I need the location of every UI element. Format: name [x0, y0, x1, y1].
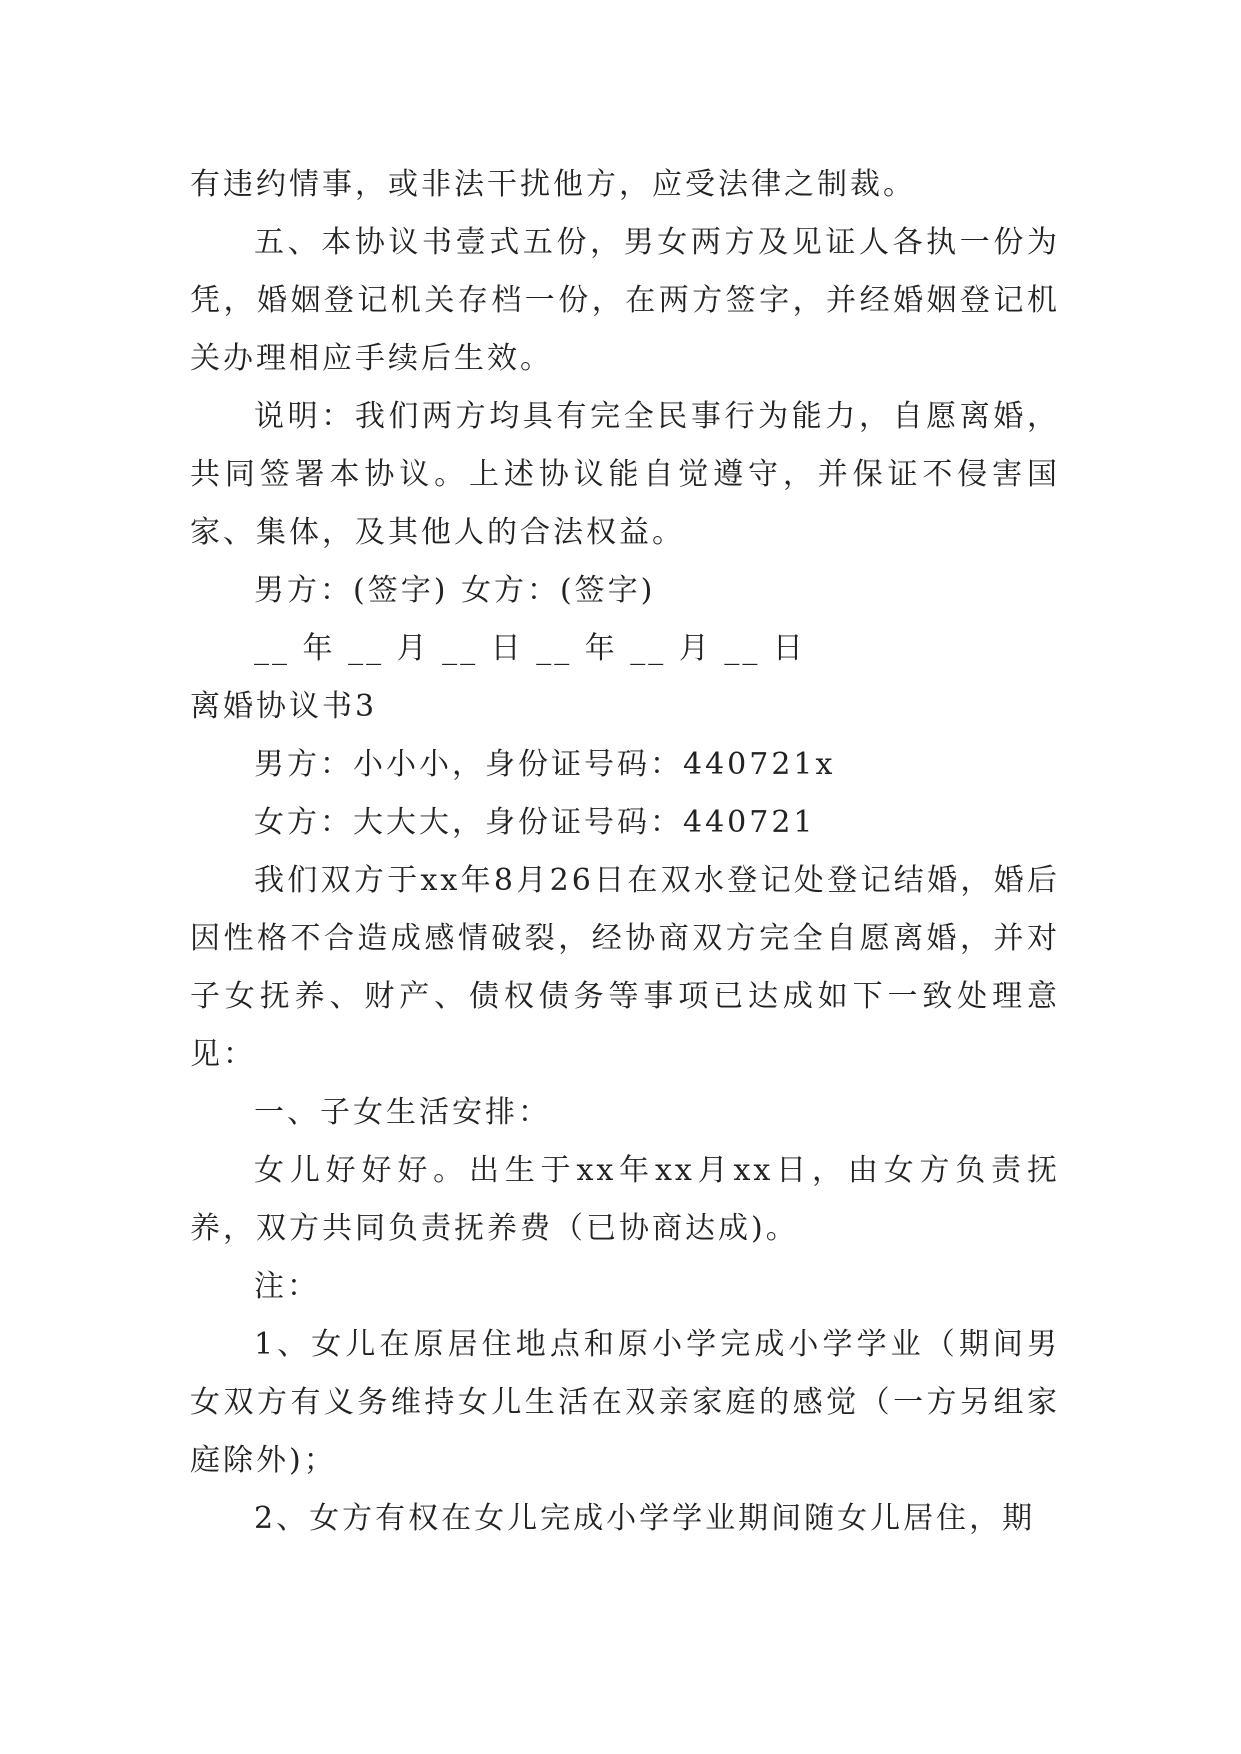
document-body — [190, 156, 1060, 1548]
clause-child-arrangement: 一、子女生活安排： — [254, 1095, 551, 1130]
note-item-1: 1、女儿在原居住地点和原小学完成小学学业（期间男女双方有义务维持女儿生活在双亲家庭的感觉（一方另组家庭除外)； — [190, 1327, 1060, 1478]
note-label: 注： — [254, 1269, 320, 1304]
paragraph-marriage-background: 我们双方于xx年8月26日在双水登记处登记结婚，婚后因性格不合造成感情破裂，经协商双方完全自愿离婚，并对子女抚养、财产、债权债务等事项已达成如下一致处理意见： — [190, 863, 1060, 1072]
section-title: 离婚协议书3 — [190, 689, 378, 724]
note-item-2: 2、女方有权在女儿完成小学学业期间随女儿居住，期 — [254, 1501, 1036, 1536]
date-line: __ 年 __ 月 __ 日 __ 年 __ 月 __ 日 — [254, 631, 806, 666]
paragraph-copies-clause: 五、本协议书壹式五份，男女两方及见证人各执一份为凭，婚姻登记机关存档一份，在两方签字，并经婚姻登记机关办理相应手续后生效。 — [190, 225, 1060, 376]
paragraph-daughter: 女儿好好好。出生于xx年xx月xx日，由女方负责抚养，双方共同负责抚养费（已协商达成)。 — [190, 1153, 1060, 1246]
party-female: 女方：大大大，身份证号码：440721 — [254, 805, 816, 840]
signature-line: 男方：(签字) 女方：(签字) — [254, 573, 656, 608]
paragraph-breach-clause: 有违约情事，或非法干扰他方，应受法律之制裁。 — [190, 167, 916, 202]
party-male: 男方：小小小，身份证号码：440721x — [254, 747, 836, 782]
paragraph-statement: 说明：我们两方均具有完全民事行为能力，自愿离婚，共同签署本协议。上述协议能自觉遵守，并保证不侵害国家、集体，及其他人的合法权益。 — [190, 399, 1060, 550]
